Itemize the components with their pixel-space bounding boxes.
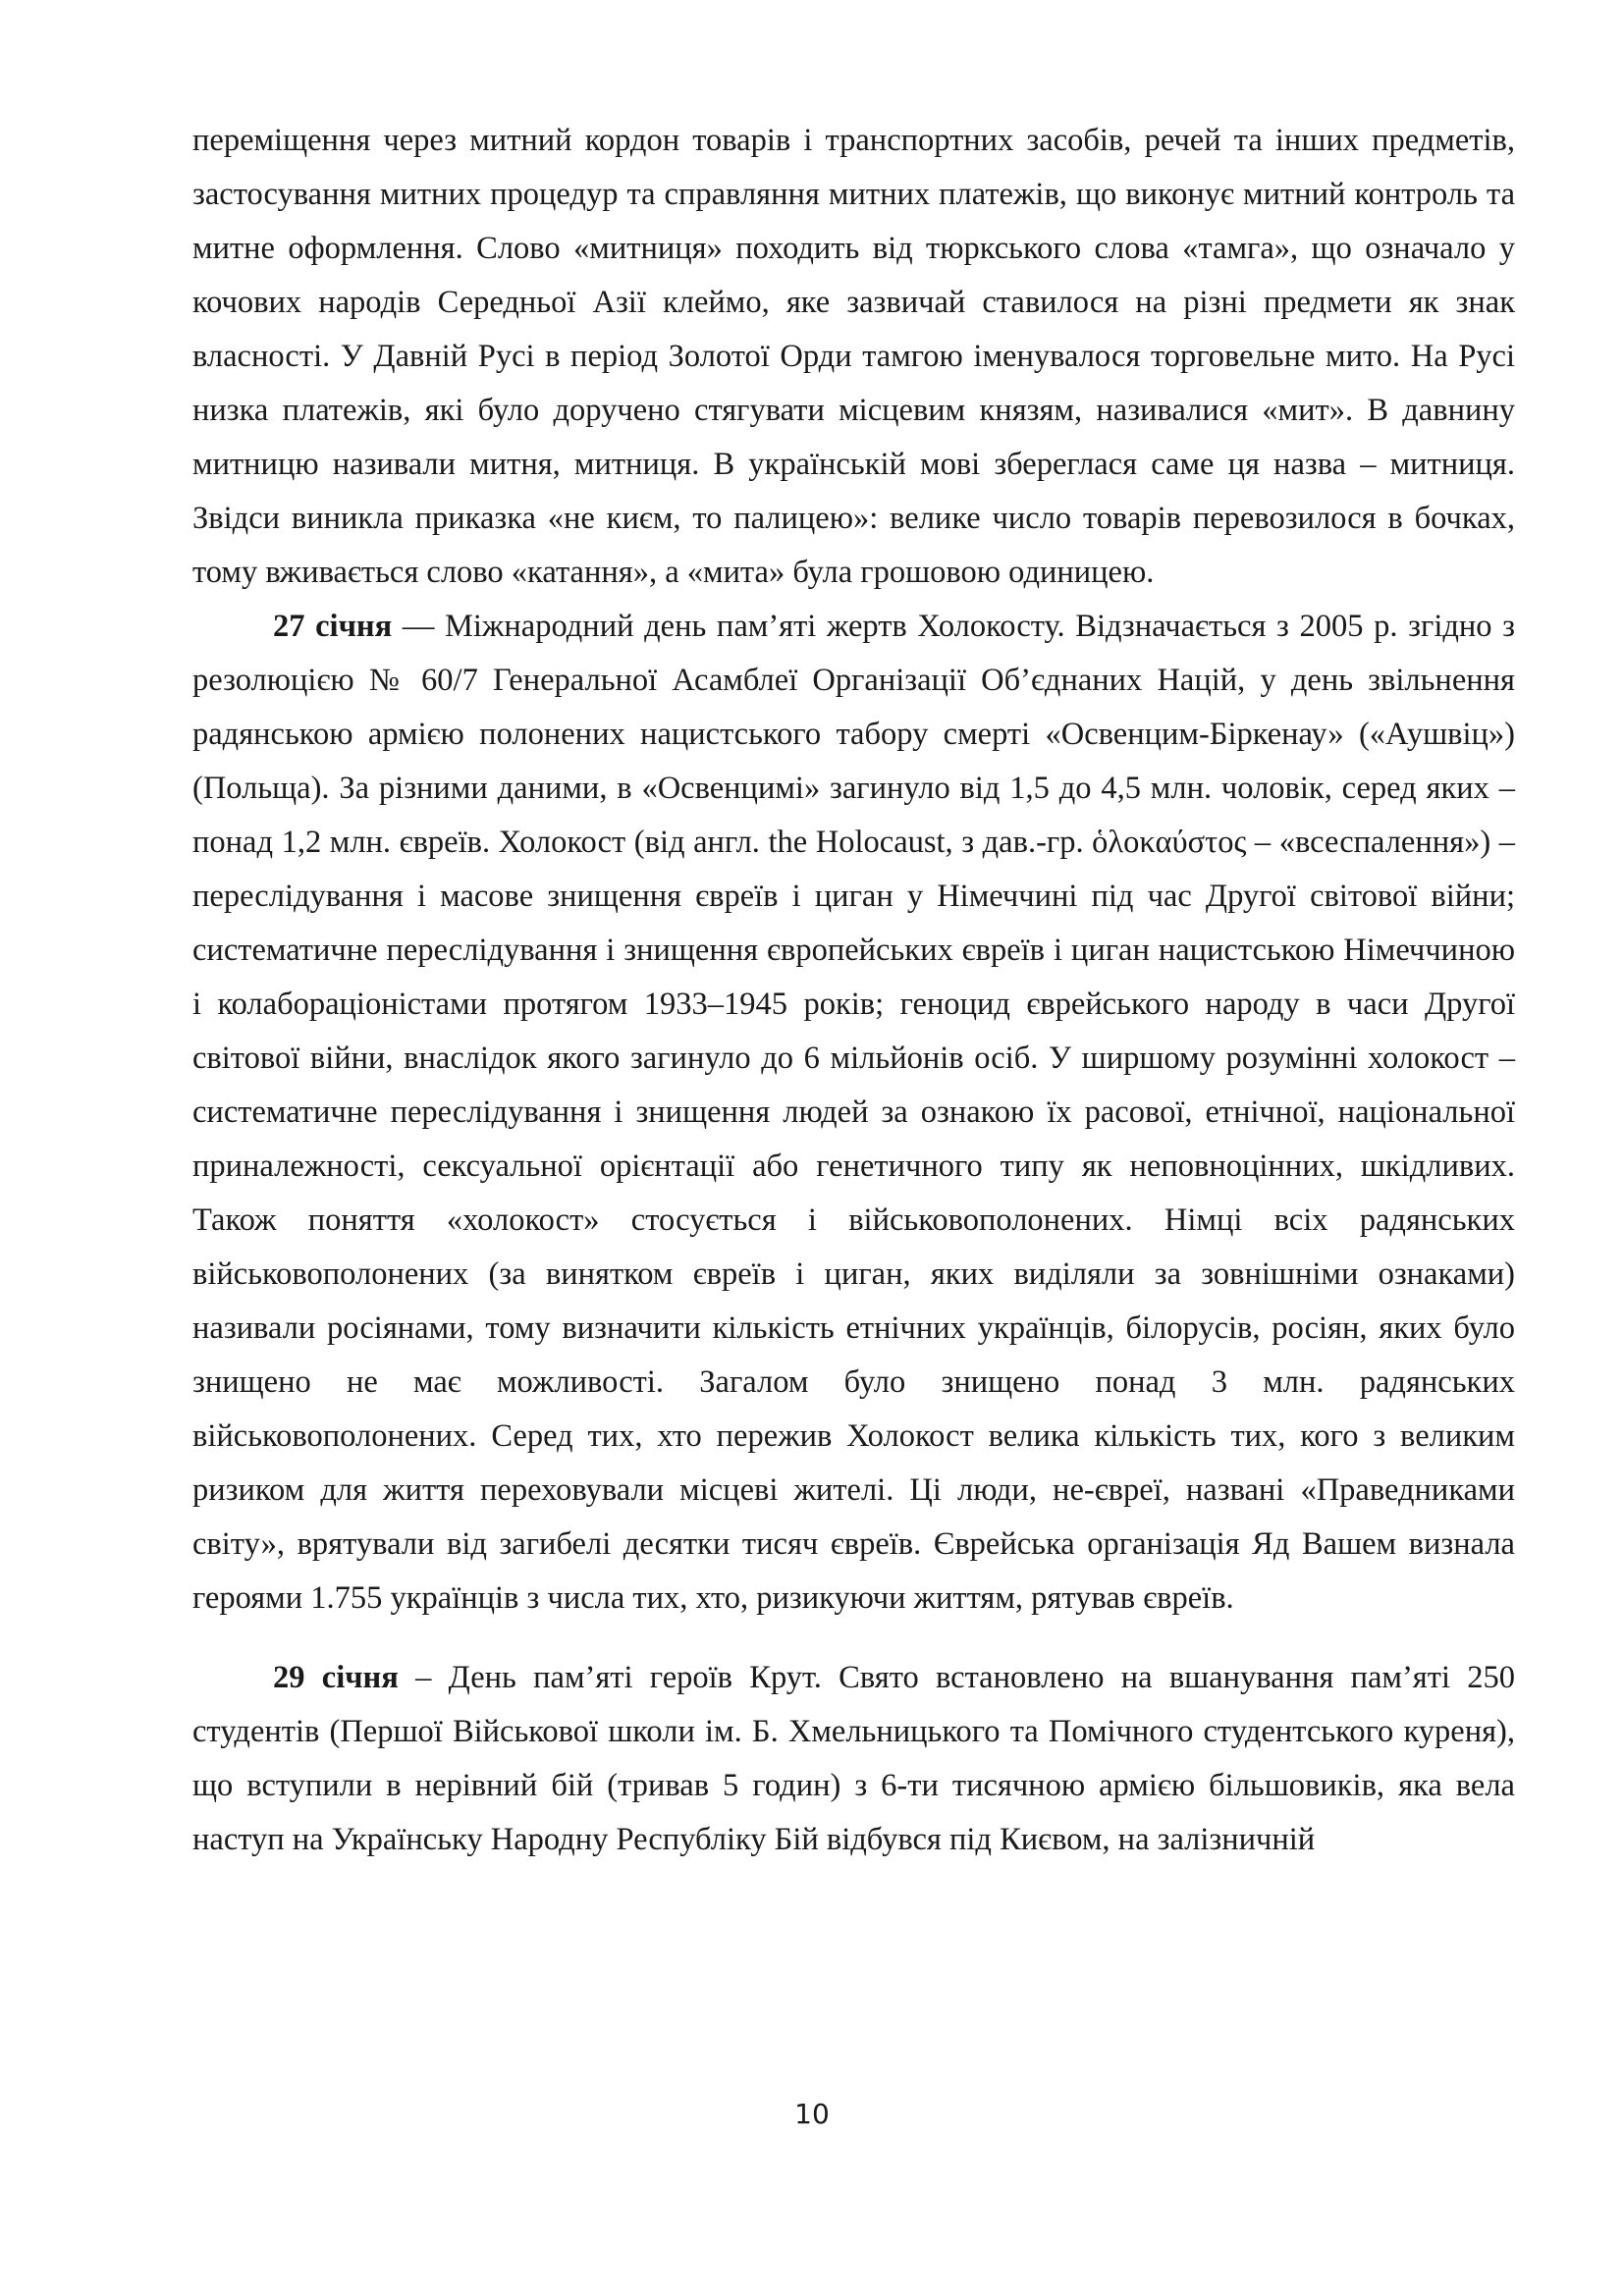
date-heading: 29 січня xyxy=(273,1660,399,1695)
paragraph-customs-continuation xyxy=(192,114,1515,600)
paragraph-text: переміщення через митний кордон товарів і транспортних засобів, речей та інших предметів, застосування митних процедур та справляння митних платежів, що виконує митний контроль та митне оформлення. Слово «митниця» походить від тюркського слова «тамга», що означало у кочових народів Середньої Азії клеймо, яке зазвичай ставилося на різні предмети як знак власності. У Давній Русі в період Золотої Орди тамгою іменувалося торговельне мито. На Русі низка платежів, які було доручено стягувати місцевим князям, називалися «мит». В давнину митницю називали митня, митниця. В українській мові збереглася саме ця назва – митниця. Звідси виникла приказка «не києм, то палицею»: велике число товарів перевозилося в бочках, тому вживається слово «катання», а «мита» була грошовою одиницею. xyxy=(192,123,1515,590)
paragraph-holocaust-remembrance-day xyxy=(192,600,1515,1626)
page-number: 10 xyxy=(794,2098,830,2130)
paragraph-kruty-heroes-day xyxy=(192,1651,1515,1867)
date-heading: 27 січня xyxy=(273,609,393,644)
document-page xyxy=(192,114,1515,1867)
paragraph-text: — Міжнародний день пам’яті жертв Холокосту. Відзначається з 2005 р. згідно з резолюцією № 60/7 Генеральної Асамблеї Організації Об’єднаних Націй, у день звільнення радянською армією полонених нацистського табору смерті «Освенцим-Біркенау» («Аушвіц») (Польща). За різними даними, в «Освенцимі» загинуло від 1,5 до 4,5 млн. чоловік, серед яких – понад 1,2 млн. євреїв. Холокост (від англ. the Holocaust, з дав.-гр. ὁλοκαύστος – «всеспалення») – переслідування і масове знищення євреїв і циган у Німеччині під час Другої світової війни; систематичне переслідування і знищення європейських євреїв і циган нацистською Німеччиною і колабораціоністами протягом 1933–1945 років; геноцид єврейського народу в часи Другої світової війни, внаслідок якого загинуло до 6 мільйонів осіб. У ширшому розумінні холокост – систематичне переслідування і знищення людей за ознакою їх расової, етнічної, національної приналежності, сексуальної орієнтації або генетичного типу як неповноцінних, шкідливих. Також поняття «холокост» стосується і військовополонених. Німці всіх радянських військовополонених (за винятком євреїв і циган, яких виділяли за зовнішніми ознаками) називали росіянами, тому визначити кількість етнічних українців, білорусів, росіян, яких було знищено не має можливості. Загалом було знищено понад 3 млн. радянських військовополонених. Серед тих, хто пережив Холокост велика кількість тих, кого з великим ризиком для життя переховували місцеві жителі. Ці люди, не-євреї, названі «Праведниками світу», врятували від загибелі десятки тисяч євреїв. Єврейська організація Яд Вашем визнала героями 1.755 українців з числа тих, хто, ризикуючи життям, рятував євреїв. xyxy=(192,609,1515,1616)
paragraph-text: – День пам’яті героїв Крут. Свято встановлено на вшанування пам’яті 250 студентів (Першої Військової школи ім. Б. Хмельницького та Помічного студентського куреня), що вступили в нерівний бій (тривав 5 годин) з 6-ти тисячною армією більшовиків, яка вела наступ на Українську Народну Республіку Бій відбувся під Києвом, на залізничній xyxy=(192,1660,1516,1857)
